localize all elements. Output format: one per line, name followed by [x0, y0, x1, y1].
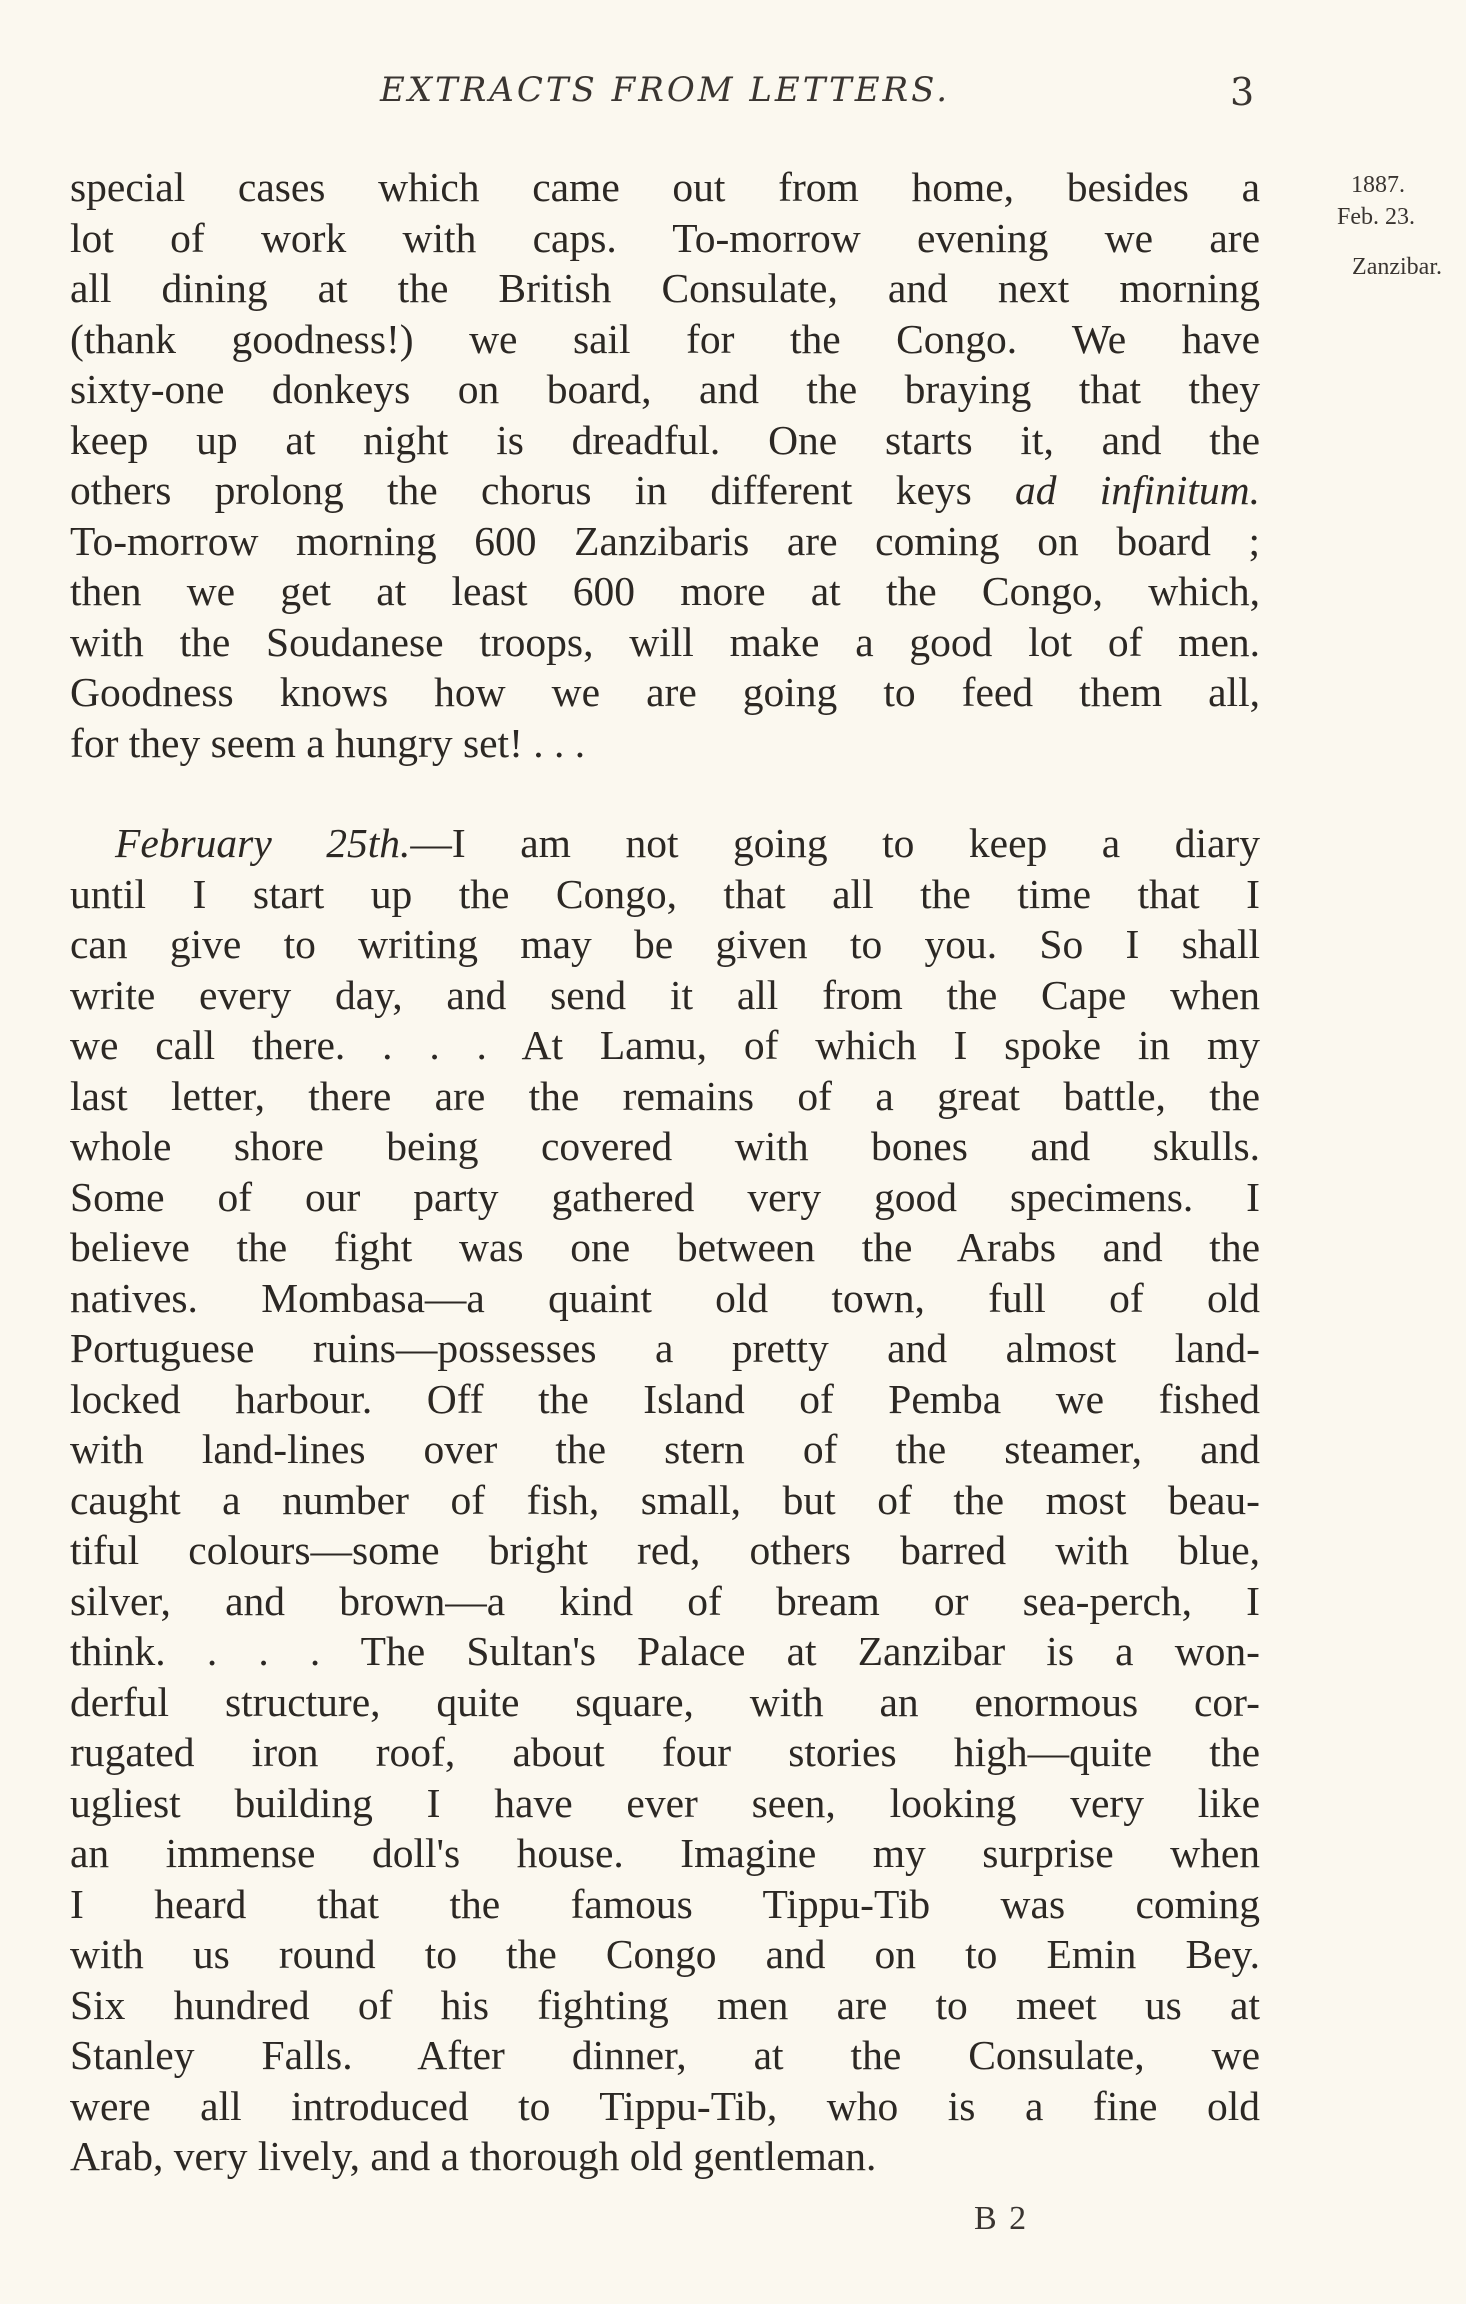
text-line: Goodness knows how we are going to feed them all, [70, 669, 1260, 715]
margin-note-date: Feb. 23. [1337, 204, 1415, 230]
text-line: To-morrow morning 600 Zanzibaris are coming on board ; [70, 517, 1260, 564]
text-line [70, 465, 1260, 516]
text-line: Stanley Falls. After dinner, at the Consulate, we [70, 2032, 1260, 2078]
entry-date: February 25th. [115, 820, 411, 866]
text-line: keep up at night is dreadful. One starts it, and the [70, 416, 1260, 463]
text-line: with the Soudanese troops, will make a good lot of men. [70, 618, 1260, 665]
text-line: sixty-one donkeys on board, and the braying that they [70, 366, 1260, 412]
text-line: believe the fight was one between the Arabs and the [70, 1224, 1260, 1270]
text-line: ugliest building I have ever seen, looking very like [70, 1779, 1260, 1826]
paragraph-2 [70, 818, 1260, 2182]
text-line: Portuguese ruins—possesses a pretty and almost land- [70, 1325, 1260, 1371]
text-line: last letter, there are the remains of a great battle, the [70, 1072, 1260, 1119]
text-line: tiful colours—some bright red, others barred with blue, [70, 1527, 1260, 1573]
text-line: write every day, and send it all from the Cape when [70, 971, 1260, 1018]
text-line: locked harbour. Off the Island of Pemba we fished [70, 1375, 1260, 1422]
paragraph-1 [70, 162, 1260, 768]
text-line: caught a number of fish, small, but of the most beau- [70, 1476, 1260, 1523]
text-line: silver, and brown—a kind of bream or sea-perch, I [70, 1577, 1260, 1624]
text-line: can give to writing may be given to you. So I shall [70, 921, 1260, 967]
italic-phrase: ad infinitum. [1015, 467, 1260, 513]
text-line: derful structure, quite square, with an enormous cor- [70, 1678, 1260, 1725]
text-line: for they seem a hungry set! . . . [70, 719, 586, 766]
margin-note-year: 1887. [1351, 172, 1405, 198]
text-line: an immense doll's house. Imagine my surprise when [70, 1830, 1260, 1876]
text-line: whole shore being covered with bones and skulls. [70, 1123, 1260, 1169]
signature-mark: B 2 [974, 2200, 1029, 2237]
page-number: 3 [1230, 70, 1255, 114]
text-line: Arab, very lively, and a thorough old gentleman. [70, 2133, 877, 2179]
text-run: others prolong the chorus in different keys [70, 467, 1015, 513]
text-line: I heard that the famous Tippu-Tib was coming [70, 1880, 1260, 1927]
text-line: lot of work with caps. To-morrow evening we are [70, 214, 1260, 261]
margin-note-place: Zanzibar. [1352, 254, 1442, 280]
text-line: with land-lines over the stern of the steamer, and [70, 1426, 1260, 1472]
body-text [70, 162, 1260, 2182]
text-run: —I am not going to keep a diary [410, 820, 1260, 866]
text-line: think. . . . The Sultan's Palace at Zanzibar is a won- [70, 1628, 1260, 1674]
running-head: EXTRACTS FROM LETTERS. [380, 70, 951, 110]
text-line: we call there. . . . At Lamu, of which I spoke in my [70, 1022, 1260, 1068]
text-line: were all introduced to Tippu-Tib, who is a fine old [70, 2082, 1260, 2129]
text-line: all dining at the British Consulate, and next morning [70, 265, 1260, 311]
text-line: special cases which came out from home, besides a [70, 164, 1260, 210]
text-line: (thank goodness!) we sail for the Congo. We have [70, 315, 1260, 362]
text-line: with us round to the Congo and on to Emin Bey. [70, 1931, 1260, 1977]
text-line: Six hundred of his fighting men are to meet us at [70, 1981, 1260, 2028]
text-line: until I start up the Congo, that all the time that I [70, 870, 1260, 917]
text-line: rugated iron roof, about four stories high—quite the [70, 1729, 1260, 1775]
text-line [70, 818, 1260, 869]
text-line: natives. Mombasa—a quaint old town, full of old [70, 1274, 1260, 1321]
text-line: Some of our party gathered very good specimens. I [70, 1173, 1260, 1220]
paragraph-gap [70, 768, 1260, 818]
text-line: then we get at least 600 more at the Congo, which, [70, 568, 1260, 614]
